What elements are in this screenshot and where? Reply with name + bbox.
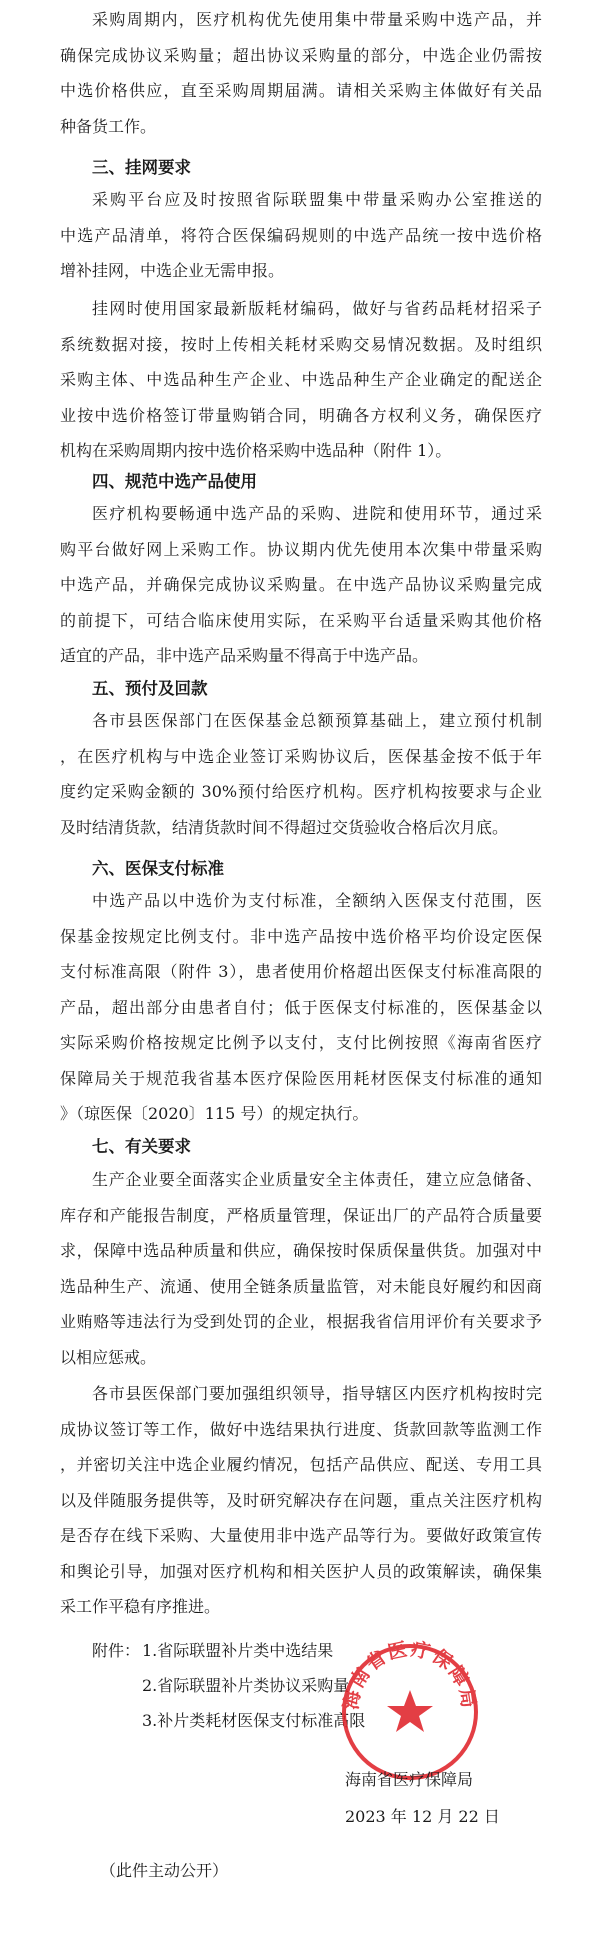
text-line: 中选价格供应，直至采购周期届满。请相关采购主体做好有关品 xyxy=(60,81,542,100)
official-seal-icon xyxy=(335,1634,485,1784)
text-line: 实际采购价格按规定比例予以支付，支付比例按照《海南省医疗 xyxy=(60,1033,542,1052)
text-line: 库存和产能报告制度，严格质量管理，保证出厂的产品符合质量要 xyxy=(60,1205,542,1225)
section-heading-3: 三、挂网要求 xyxy=(92,158,191,177)
text-line: 采工作平稳有序推进。 xyxy=(60,1597,221,1616)
paragraph-procurement-period xyxy=(60,2,542,144)
text-line: 购平台做好网上采购工作。协议期内优先使用本次集中带量采购 xyxy=(60,539,542,559)
paragraph-usage xyxy=(60,496,542,674)
disclosure-note: （此件主动公开） xyxy=(100,1861,229,1880)
svg-text:海南省医疗保障局: 海南省医疗保障局 xyxy=(340,1638,480,1712)
text-line: 中选产品清单，将符合医保编码规则的中选产品统一按中选价格 xyxy=(60,225,542,245)
text-line: 》（琼医保〔2020〕115 号）的规定执行。 xyxy=(60,1104,369,1123)
attachment-item: 1.省际联盟补片类中选结果 xyxy=(142,1641,334,1660)
text-line: 及时结清货款，结清货款时间不得超过交货验收合格后次月底。 xyxy=(60,817,509,837)
text-line: 求，保障中选品种质量和供应，确保按时保质保量供货。加强对中 xyxy=(60,1241,542,1260)
attachment-item: 3.补片类耗材医保支付标准高限 xyxy=(142,1711,366,1730)
text-line: 各市县医保部门要加强组织领导，指导辖区内医疗机构按时完 xyxy=(92,1384,542,1403)
paragraph-listing-1 xyxy=(60,182,542,289)
text-line: 度约定采购金额的 30%预付给医疗机构。医疗机构按要求与企业 xyxy=(60,782,542,801)
text-line: 中选产品以中选价为支付标准，全额纳入医保支付范围，医 xyxy=(92,891,542,910)
paragraph-listing-2 xyxy=(60,291,542,469)
text-line: 产品，超出部分由患者自付；低于医保支付标准的，医保基金以 xyxy=(60,997,542,1017)
issue-date: 2023 年 12 月 22 日 xyxy=(345,1807,500,1826)
text-line: 系统数据对接，按时上传相关耗材采购交易情况数据。及时组织 xyxy=(60,334,542,354)
text-line: 成协议签订等工作，做好中选结果执行进度、货款回款等监测工作 xyxy=(60,1419,542,1439)
text-line: 以及伴随服务提供等，及时研究解决存在问题，重点关注医疗机构 xyxy=(60,1490,542,1510)
text-line: 医疗机构要畅通中选产品的采购、进院和使用环节，通过采 xyxy=(92,504,542,523)
text-line: 保障局关于规范我省基本医疗保险医用耗材医保支付标准的通知 xyxy=(60,1068,542,1088)
text-line: 业按中选价格签订带量购销合同，明确各方权利义务，确保医疗 xyxy=(60,405,542,425)
text-line: 采购主体、中选品种生产企业、中选品种生产企业确定的配送企 xyxy=(60,370,542,389)
text-line: 选品种生产、流通、使用全链条质量监管，对未能良好履约和因商 xyxy=(60,1276,542,1296)
text-line: 支付标准高限（附件 3），患者使用价格超出医保支付标准高限的 xyxy=(60,962,542,981)
text-line: 挂网时使用国家最新版耗材编码，做好与省药品耗材招采子 xyxy=(92,299,542,318)
section-heading-7: 七、有关要求 xyxy=(92,1137,191,1156)
paragraph-prepayment xyxy=(60,703,542,845)
text-line: 种备货工作。 xyxy=(60,116,157,136)
text-line: 采购平台应及时按照省际联盟集中带量采购办公室推送的 xyxy=(92,190,542,209)
text-line: 的前提下，可结合临床使用实际，在采购平台适量采购其他价格 xyxy=(60,610,542,630)
issuing-organization: 海南省医疗保障局 xyxy=(345,1770,474,1789)
text-line: 以相应惩戒。 xyxy=(60,1347,157,1367)
text-line: 确保完成协议采购量；超出协议采购量的部分，中选企业仍需按 xyxy=(60,45,542,65)
text-line: ，在医疗机构与中选企业签订采购协议后，医保基金按不低于年 xyxy=(60,746,542,766)
text-line: 适宜的产品，非中选产品采购量不得高于中选产品。 xyxy=(60,646,429,665)
section-heading-5: 五、预付及回款 xyxy=(92,679,208,698)
text-line: 业贿赂等违法行为受到处罚的企业，根据我省信用评价有关要求予 xyxy=(60,1312,542,1331)
text-line: 是否存在线下采购、大量使用非中选产品等行为。要做好政策宣传 xyxy=(60,1526,542,1545)
attachment-item: 2.省际联盟补片类协议采购量 xyxy=(142,1676,350,1695)
attachments-label: 附件： xyxy=(92,1641,141,1660)
paragraph-enterprise-requirements xyxy=(60,1162,542,1375)
text-line: 和舆论引导，加强对医疗机构和相关医护人员的政策解读，确保集 xyxy=(60,1561,542,1581)
text-line: 各市县医保部门在医保基金总额预算基础上，建立预付机制 xyxy=(92,711,542,730)
paragraph-department-requirements xyxy=(60,1376,542,1625)
text-line: 增补挂网，中选企业无需申报。 xyxy=(60,261,285,280)
paragraph-payment-standard xyxy=(60,883,542,1132)
text-line: ，并密切关注中选企业履约情况，包括产品供应、配送、专用工具 xyxy=(60,1455,542,1474)
text-line: 保基金按规定比例支付。非中选产品按中选价格平均价设定医保 xyxy=(60,926,542,946)
text-line: 采购周期内，医疗机构优先使用集中带量采购中选产品，并 xyxy=(92,10,542,29)
text-line: 生产企业要全面落实企业质量安全主体责任，建立应急储备、 xyxy=(92,1170,542,1189)
section-heading-6: 六、医保支付标准 xyxy=(92,859,224,878)
section-heading-4: 四、规范中选产品使用 xyxy=(92,472,257,491)
text-line: 机构在采购周期内按中选价格采购中选品种（附件 1）。 xyxy=(60,441,452,460)
text-line: 中选产品，并确保完成协议采购量。在中选产品协议采购量完成 xyxy=(60,575,542,594)
